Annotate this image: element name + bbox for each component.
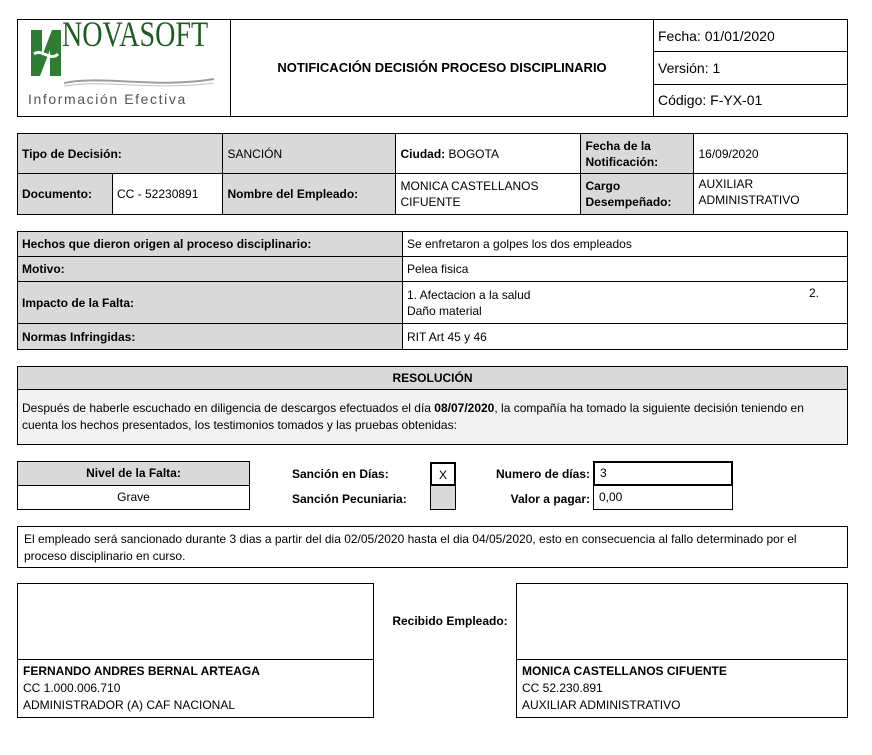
sancion-pecuniaria-label: Sanción Pecuniaria:	[292, 492, 407, 506]
impacto-line1: 1. Afectacion a la salud	[407, 287, 531, 302]
cargo-value: AUXILIAR ADMINISTRATIVO	[694, 174, 848, 215]
sancion-dias-label: Sanción en Días:	[292, 467, 389, 481]
resolucion-date: 08/07/2020	[434, 401, 495, 415]
tipo-decision-value: SANCIÓN	[223, 134, 396, 174]
novasoft-logo-icon	[28, 26, 64, 80]
valor-pagar-label: Valor a pagar:	[510, 492, 590, 506]
ciudad-value: BOGOTA	[448, 146, 499, 161]
logo-cell	[18, 14, 231, 117]
valor-pagar-value[interactable]: 0,00	[593, 485, 733, 510]
signature-left-role: ADMINISTRADOR (A) CAF NACIONAL	[23, 698, 236, 712]
signature-right-id: CC 52.230.891	[522, 681, 603, 695]
numero-dias-label: Numero de días:	[495, 467, 590, 481]
tipo-decision-label: Tipo de Decisión:	[18, 134, 223, 174]
documento-value: CC - 52230891	[113, 174, 223, 215]
impacto-value	[403, 282, 848, 324]
signature-right-name: MONICA CASTELLANOS CIFUENTE	[522, 664, 727, 678]
cargo-label: Cargo Desempeñado:	[581, 174, 694, 215]
normas-value: RIT Art 45 y 46	[403, 324, 848, 350]
sancion-dias-checkbox[interactable]: X	[430, 462, 456, 486]
header-table	[17, 14, 848, 117]
motivo-value: Pelea fisica	[403, 257, 848, 282]
resolucion-title: RESOLUCIÓN	[17, 366, 848, 390]
resolucion-text-after: , la compañía ha tomado la siguiente decisión teniendo en cuenta los hechos presentados, los testimonios tomados y las pruebas obtenidas:	[22, 401, 804, 432]
nivel-falta-value: Grave	[17, 485, 250, 510]
signature-right-info	[516, 659, 848, 718]
resolucion-text	[17, 389, 848, 445]
normas-label: Normas Infringidas:	[18, 324, 403, 350]
signature-left-info	[17, 659, 374, 718]
motivo-label: Motivo:	[18, 257, 403, 282]
fecha-notificacion-value: 16/09/2020	[694, 134, 848, 174]
signature-left-area	[17, 583, 374, 660]
documento-label: Documento:	[18, 174, 113, 215]
hechos-value: Se enfretaron a golpes los dos empleados	[403, 232, 848, 257]
info-table	[17, 133, 848, 215]
header-version: Versión: 1	[654, 52, 848, 84]
impacto-label: Impacto de la Falta:	[18, 282, 403, 324]
signature-left-name: FERNANDO ANDRES BERNAL ARTEAGA	[23, 664, 260, 678]
recibido-empleado-label: Recibido Empleado:	[392, 614, 508, 628]
header-codigo: Código: F-YX-01	[654, 84, 848, 116]
signature-right-area	[516, 583, 848, 660]
signature-right-role: AUXILIAR ADMINISTRATIVO	[522, 698, 681, 712]
logo-swoosh-icon	[64, 75, 214, 89]
fecha-notificacion-label: Fecha de la Notificación:	[581, 134, 694, 174]
impacto-line2: Daño material	[407, 303, 482, 318]
facts-table	[17, 231, 848, 350]
resolucion-text-before: Después de haberle escuchado en diligencia de descargos efectuados el día	[22, 401, 435, 415]
sancion-statement: El empleado será sancionado durante 3 dias a partir del dia 02/05/2020 hasta el dia 04/05/2020, esto en consecuencia al fallo determinado por el proceso disciplinario en curso.	[17, 526, 848, 568]
nombre-empleado-value: MONICA CASTELLANOS CIFUENTE	[396, 174, 581, 215]
signature-left-id: CC 1.000.006.710	[23, 681, 121, 695]
numero-dias-value[interactable]: 3	[593, 461, 733, 486]
hechos-label: Hechos que dieron origen al proceso disciplinario:	[18, 232, 403, 257]
sancion-pecuniaria-checkbox[interactable]	[430, 485, 456, 510]
header-fecha: Fecha: 01/01/2020	[654, 20, 848, 52]
ciudad-label: Ciudad:	[400, 146, 446, 161]
logo-tagline: Información Efectiva	[28, 91, 187, 107]
nivel-falta-label: Nivel de la Falta:	[17, 461, 250, 486]
ciudad-cell	[396, 134, 581, 174]
document-title: NOTIFICACIÓN DECISIÓN PROCESO DISCIPLINARIO	[231, 20, 654, 117]
impacto-num2: 2.	[808, 286, 819, 300]
logo-name: NOVASOFT	[62, 14, 209, 54]
nombre-empleado-label: Nombre del Empleado:	[223, 174, 396, 215]
